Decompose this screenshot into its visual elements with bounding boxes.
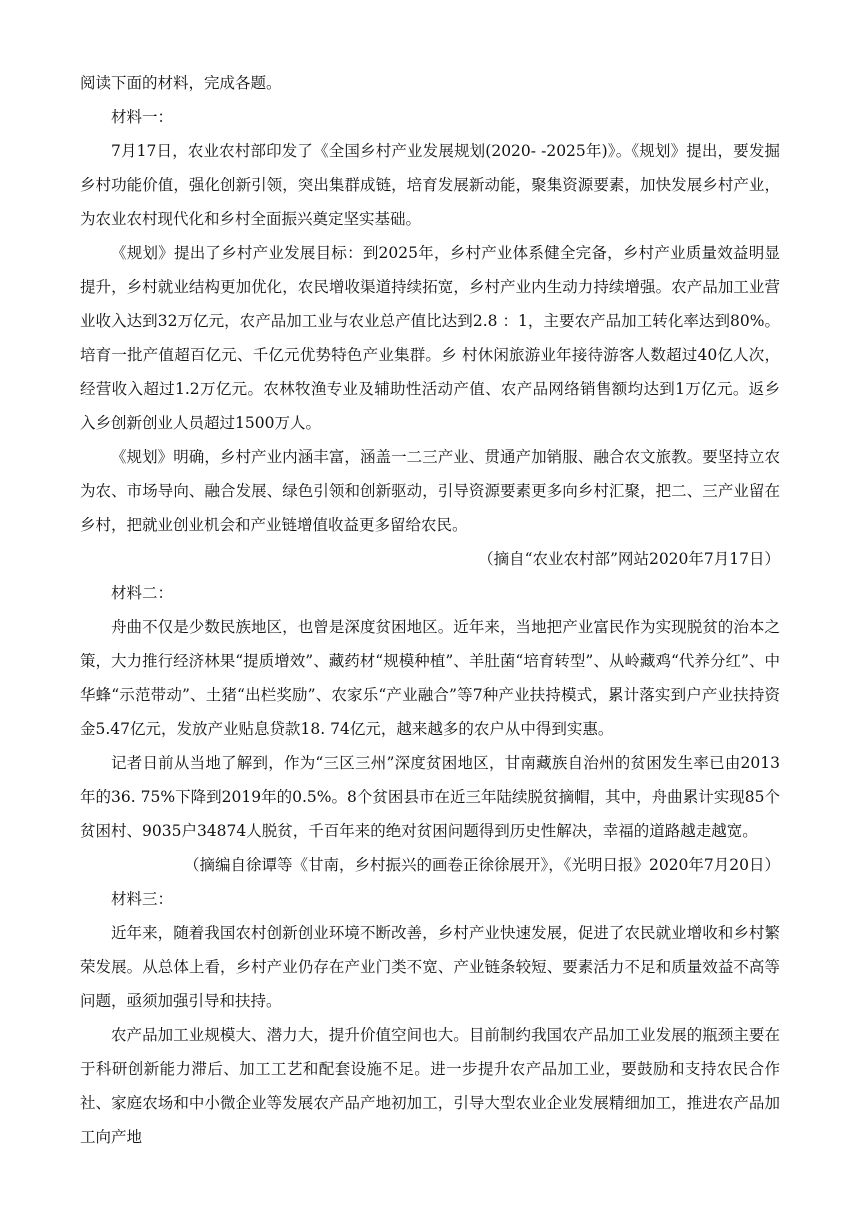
material-1-paragraph-1: 7月17日，农业农村部印发了《全国乡村产业发展规划(2020- -2025年)》。《规划》提出，要发掘乡村功能价值，强化创新引领，突出集群成链，培育发展新动能，聚集资源要素，加快发展乡村产业，为农业农村现代化和乡村全面振兴奠定坚实基础。: [80, 142, 780, 228]
material-3-paragraph-1: 近年来，随着我国农村创新创业环境不断改善，乡村产业快速发展，促进了农民就业增收和乡村繁荣发展。从总体上看，乡村产业仍存在产业门类不宽、产业链条较短、要素活力不足和质量效益不高等问题，亟须加强引导和扶持。: [80, 924, 780, 1010]
material-3-paragraph-2: 农产品加工业规模大、潜力大，提升价值空间也大。目前制约我国农产品加工业发展的瓶颈主要在于科研创新能力滞后、加工工艺和配套设施不足。进一步提升农产品加工业，要鼓励和支持农民合作社、家庭农场和中小微企业等发展农产品产地初加工，引导大型农业企业发展精细加工，推进农产品加工向产地: [80, 1026, 780, 1146]
material-1-paragraph-2: 《规划》提出了乡村产业发展目标：到2025年，乡村产业体系健全完备，乡村产业质量效益明显提升，乡村就业结构更加优化，农民增收渠道持续拓宽，乡村产业内生动力持续增强。农产品加工业营业收入达到32万亿元，农产品加工业与农业总产值比达到2.8 ：1，主要农产品加工转化率达到80%。培育一批产值超百亿元、千亿元优势特色产业集群。乡 村休闲旅游业年接待游客人数超过40亿人次，经营收入超过1.2万亿元。农林牧渔专业及辅助性活动产值、农产品网络销售额均达到1万亿元。返乡入乡创新创业人员超过1500万人。: [80, 244, 780, 432]
material-2-source: （摘编自徐谭等《甘南，乡村振兴的画卷正徐徐展开》，《光明日报》2020年7月20日）: [183, 856, 780, 874]
material-1-source: （摘自“农业农村部”网站2020年7月17日）: [478, 550, 780, 568]
material-3-heading: 材料三：: [111, 890, 174, 908]
material-1-paragraph-3: 《规划》明确，乡村产业内涵丰富，涵盖一二三产业、贯通产加销服、融合农文旅教。要坚持立农为农、市场导向、融合发展、绿色引领和创新驱动，引导资源要素更多向乡村汇聚，把二、三产业留在乡村，把就业创业机会和产业链增值收益更多留给农民。: [80, 448, 780, 534]
material-2-heading: 材料二：: [111, 584, 174, 602]
material-1-heading: 材料一：: [111, 108, 174, 126]
material-2-paragraph-1: 舟曲不仅是少数民族地区，也曾是深度贫困地区。近年来，当地把产业富民作为实现脱贫的治本之策，大力推行经济林果“提质增效”、藏药材“规模种植”、羊肚菌“培育转型”、从岭藏鸡“代养分红”、中华蜂“示范带动”、土猪“出栏奖励”、农家乐“产业融合”等7种产业扶持模式，累计落实到户产业扶持资金5.47亿元，发放产业贴息贷款18. 74亿元，越来越多的农户从中得到实惠。: [80, 618, 780, 738]
material-2-paragraph-2: 记者日前从当地了解到，作为“三区三州”深度贫困地区，甘南藏族自治州的贫困发生率已由2013年的36. 75%下降到2019年的0.5%。8个贫困县市在近三年陆续脱贫摘帽，其中，舟曲累计实现85个贫困村、9035户34874人脱贫，千百年来的绝对贫困问题得到历史性解决，幸福的道路越走越宽。: [80, 754, 780, 840]
instruction: 阅读下面的材料，完成各题。: [80, 74, 282, 92]
